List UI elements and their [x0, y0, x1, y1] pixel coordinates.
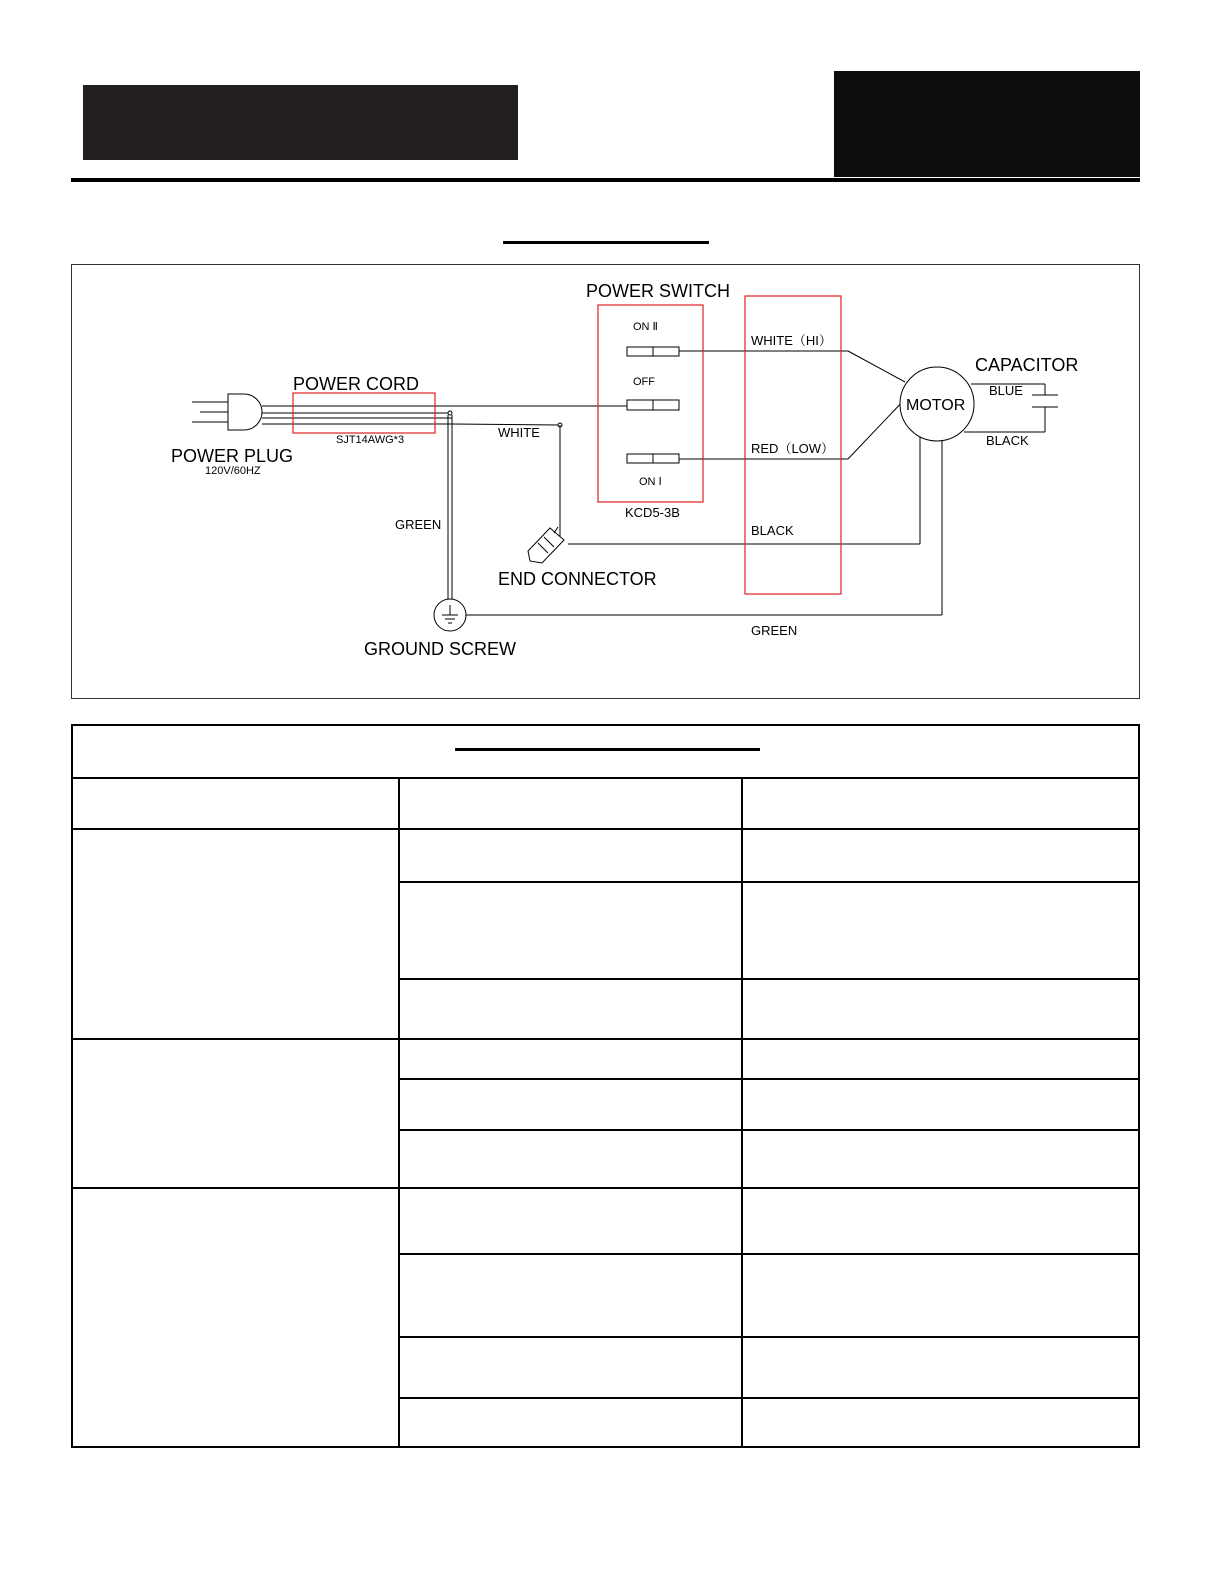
- wire-white-hi-diag: [848, 351, 905, 382]
- table-rule-row-2b: [399, 1129, 1138, 1131]
- troubleshooting-table: [71, 724, 1140, 1448]
- white-cord-label: WHITE: [498, 425, 540, 440]
- diagram-title-underline: [503, 241, 709, 244]
- power-cord-label: POWER CORD: [293, 374, 419, 394]
- power-switch-label: POWER SWITCH: [586, 281, 730, 301]
- switch-model-label: KCD5-3B: [625, 505, 680, 520]
- table-rule-row-3a: [399, 1253, 1138, 1255]
- table-column-divider-1: [398, 777, 400, 1448]
- capacitor-label: CAPACITOR: [975, 355, 1079, 375]
- table-rule-row-2a: [399, 1078, 1138, 1080]
- cord-spec-label: SJT14AWG*3: [336, 434, 405, 446]
- red-low-label: RED（LOW）: [751, 441, 835, 456]
- table-rule-group-2: [73, 1187, 1138, 1189]
- capacitor-blue-label: BLUE: [989, 383, 1023, 398]
- power-plug-body: [228, 394, 262, 430]
- header-title-bar: [83, 85, 518, 160]
- power-plug-label: POWER PLUG: [171, 446, 294, 466]
- wiring-diagram-svg: [72, 265, 1141, 700]
- white-hi-label: WHITE（HI）: [751, 333, 832, 348]
- end-connector-tip: [554, 527, 558, 533]
- switch-on-i-label: ON Ⅰ: [639, 476, 662, 488]
- table-rule-columns: [73, 828, 1138, 830]
- table-rule-group-1: [73, 1038, 1138, 1040]
- table-rule-header: [73, 777, 1138, 779]
- table-rule-row-1b: [399, 978, 1138, 980]
- black-motor-label: BLACK: [751, 523, 794, 538]
- green-motor-label: GREEN: [751, 623, 798, 638]
- end-connector-label: END CONNECTOR: [498, 569, 657, 589]
- table-rule-row-3b: [399, 1336, 1138, 1338]
- table-column-divider-2: [741, 777, 743, 1448]
- wiring-diagram: [71, 264, 1140, 699]
- table-rule-row-3c: [399, 1397, 1138, 1399]
- green-cord-label: GREEN: [395, 517, 442, 532]
- ground-screw-label: GROUND SCREW: [364, 639, 516, 659]
- switch-off-label: OFF: [633, 376, 655, 388]
- table-title-underline: [455, 748, 760, 751]
- header-rule: [71, 178, 1140, 182]
- switch-on-ii-label: ON Ⅱ: [633, 321, 658, 333]
- header-section-tab: [834, 71, 1140, 177]
- end-connector-shape: [528, 528, 564, 563]
- plug-rating-label: 120V/60HZ: [205, 465, 261, 477]
- motor-label: MOTOR: [906, 397, 966, 414]
- cord-junction-green: [448, 411, 452, 415]
- wire-red-low-diag: [848, 398, 906, 459]
- table-rule-row-1a: [399, 881, 1138, 883]
- capacitor-black-label: BLACK: [986, 433, 1029, 448]
